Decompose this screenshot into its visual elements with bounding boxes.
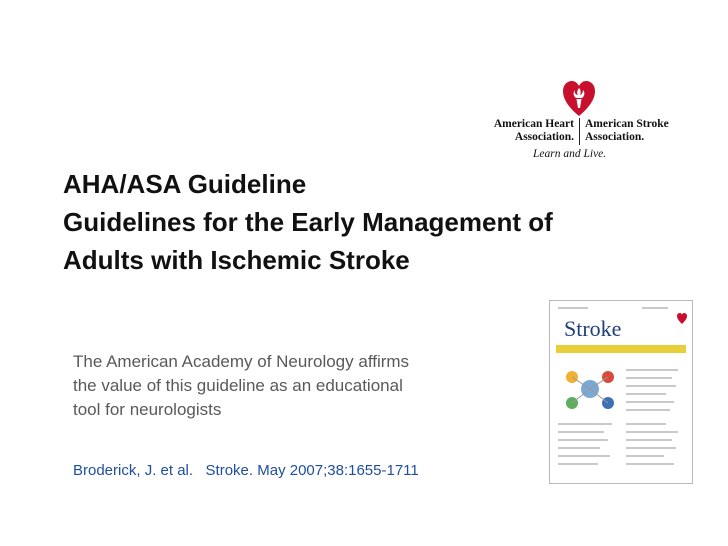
asa-wordmark [585, 118, 700, 144]
endorsement-line-3: tool for neurologists [73, 400, 222, 419]
aha-wordmark-line-2: Association. [514, 131, 574, 143]
cover-text-line [558, 439, 608, 441]
cover-journal-title: Stroke [564, 316, 622, 341]
cover-text-line [558, 447, 600, 449]
aha-wordmark-line-1: American Heart [493, 118, 574, 130]
cover-text-line [626, 463, 674, 465]
cover-text-line [626, 447, 676, 449]
aha-asa-logo [478, 78, 700, 170]
logo-tagline: Learn and Live. [533, 148, 607, 160]
cover-text-line [626, 385, 676, 387]
heart-torch-logo-icon [561, 78, 597, 118]
cover-heart-icon [677, 312, 687, 325]
cover-text-line [626, 393, 666, 395]
cover-illustration [560, 363, 620, 415]
cover-text-line [626, 423, 666, 425]
asa-wordmark-line-2: Association. [585, 131, 645, 143]
cover-text-line [558, 463, 598, 465]
cover-text-line [626, 455, 664, 457]
cover-text-line [558, 431, 604, 433]
cover-text-line [558, 455, 610, 457]
cover-text-line [626, 401, 674, 403]
cover-yellow-band [556, 345, 686, 353]
cover-text-line [626, 377, 672, 379]
cover-text-line [626, 409, 670, 411]
cover-header-text [642, 307, 668, 309]
cover-text-line [558, 423, 612, 425]
cover-text-line [626, 431, 678, 433]
asa-wordmark-line-1: American Stroke [585, 118, 669, 130]
endorsement-line-2: the value of this guideline as an educational [73, 376, 403, 395]
cover-text-line [626, 369, 678, 371]
logo-divider [579, 118, 580, 145]
endorsement-text [73, 350, 543, 422]
slide-title [63, 165, 703, 279]
citation: Broderick, J. et al. Stroke. May 2007;38:1655-1711 [73, 462, 419, 479]
cover-text-line [626, 439, 672, 441]
journal-cover-thumbnail [549, 300, 693, 484]
cover-header-text [558, 307, 588, 309]
endorsement-line-1: The American Academy of Neurology affirms [73, 352, 410, 371]
slide-title-line-1: AHA/ASA Guideline [63, 169, 307, 199]
aha-wordmark [478, 118, 574, 144]
slide-title-line-2: Guidelines for the Early Management of [63, 207, 553, 237]
slide-title-line-3: Adults with Ischemic Stroke [63, 245, 410, 275]
